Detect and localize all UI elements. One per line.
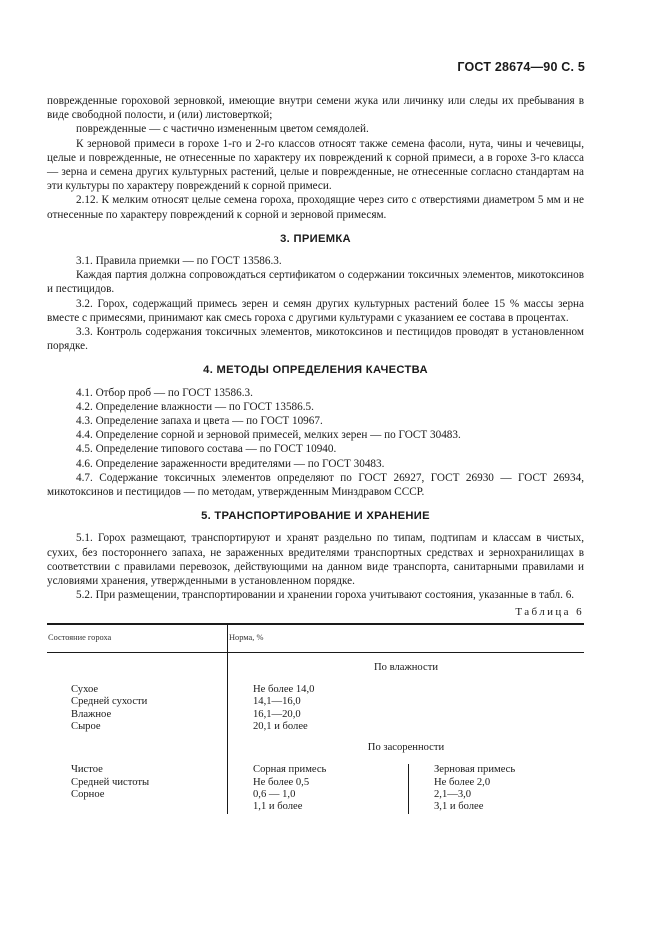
paragraph: К зерновой примеси в горохе 1-го и 2-го классов относят также семена фасоли, нута, чины и чечевицы, целые и поврежденные, не отнесенные по характеру их повреждений к сорной примеси, а в горохе 3-го класса — зерна и семена других культурных растений, целые и поврежденные, не отнесенные согласно стандартам на эти культуры по характеру повреждений к сорной примеси. [47, 137, 584, 193]
document-body [47, 94, 584, 814]
value-cell: Не более 14,0 [253, 684, 315, 695]
grain-header: Зерновая примесь [409, 764, 585, 776]
section-title-methods: 4. МЕТОДЫ ОПРЕДЕЛЕНИЯ КАЧЕСТВА [203, 364, 428, 377]
value-cell: Не более 2,0 [409, 777, 585, 789]
subheader-impurity: По засоренности [367, 742, 445, 754]
state-cell: Сухое [47, 684, 228, 696]
paragraph: 3.3. Контроль содержания токсичных элементов, микотоксинов и пестицидов проводят в установленном порядке. [47, 326, 584, 353]
column-header-state: Состояние гороха [47, 624, 228, 653]
paragraph: 4.4. Определение сорной и зерновой примесей, мелких зерен — по ГОСТ 30483. [76, 429, 461, 442]
table-row [47, 801, 584, 813]
table-row [47, 721, 584, 733]
table-caption: Таблица 6 [515, 605, 584, 618]
paragraph: 3.1. Правила приемки — по ГОСТ 13586.3. [76, 255, 282, 268]
subheader-moisture: По влажности [374, 661, 438, 673]
value-cell: 1,1 и более [253, 801, 303, 813]
value-cell: 20,1 и более [253, 720, 308, 732]
state-cell: Средней чистоты [47, 777, 228, 789]
value-cell: 3,1 и более [409, 801, 585, 813]
paragraph: 3.2. Горох, содержащий примесь зерен и семян других культурных растений более 15 % массы зерна вместе с примесями, принимают как смесь гороха с другими культурами с указанием ее состава в процентах. [47, 297, 584, 324]
paragraph: 5.1. Горох размещают, транспортируют и хранят раздельно по типам, подтипам и классам в чистых, сухих, без постороннего запаха, не зараженных вредителями транспортных средствах и зернохранилищах в соответствии с правилами перевозок, действующими на данном виде транспорта, санитарными правилами и условиями хранения, утвержденными в установленном порядке. [47, 532, 584, 588]
paragraph: 4.1. Отбор проб — по ГОСТ 13586.3. [76, 386, 253, 399]
paragraph: поврежденные гороховой зерновкой, имеющие внутри семени жука или личинку или следы их пребывания в виде свободной полости, и (или) листоверткой; [47, 95, 584, 122]
paragraph: поврежденные — с частично измененным цветом семядолей. [76, 123, 369, 136]
state-cell: Чистое [47, 764, 228, 776]
paragraph: 4.6. Определение зараженности вредителями — по ГОСТ 30483. [76, 457, 385, 470]
column-header-norm: Норма, % [228, 624, 585, 653]
state-cell: Сорное [47, 789, 228, 801]
paragraph: 4.2. Определение влажности — по ГОСТ 13586.5. [76, 400, 314, 413]
value-cell: 0,6 — 1,0 [253, 789, 296, 801]
value-cell: 14,1—16,0 [253, 696, 301, 708]
weed-header: Сорная примесь [253, 764, 327, 776]
state-cell: Средней сухости [47, 696, 228, 708]
page-header: ГОСТ 28674—90 С. 5 [457, 60, 585, 74]
value-cell: 16,1—20,0 [253, 708, 301, 720]
section-title-transport: 5. ТРАНСПОРТИРОВАНИЕ И ХРАНЕНИЕ [201, 510, 430, 523]
value-cell: 2,1—3,0 [409, 789, 585, 801]
value-cell: Не более 0,5 [253, 776, 310, 788]
table-6 [47, 623, 584, 814]
paragraph: 5.2. При размещении, транспортировании и хранении гороха учитывают состояния, указанные в табл. 6. [76, 589, 575, 602]
table-row [47, 709, 584, 721]
paragraph: 4.3. Определение запаха и цвета — по ГОСТ 10967. [76, 415, 323, 428]
table-row [47, 696, 584, 708]
state-cell: Влажное [47, 709, 228, 721]
paragraph: 2.12. К мелким относят целые семена гороха, проходящие через сито с отверстиями диаметром 5 мм и не отнесенные по характеру повреждений к сорной и зерновой примесям. [47, 194, 584, 221]
table-row [47, 777, 584, 789]
paragraph: Каждая партия должна сопровождаться сертификатом о содержании токсичных элементов, микотоксинов и пестицидов. [47, 269, 584, 296]
table-row [47, 684, 584, 696]
table-row [47, 789, 584, 801]
paragraph: 4.7. Содержание токсичных элементов определяют по ГОСТ 26927, ГОСТ 26930 — ГОСТ 26934, микотоксинов и пестицидов — по методам, утвержденным Минздравом СССР. [47, 471, 584, 499]
section-title-acceptance: 3. ПРИЕМКА [280, 232, 351, 245]
table-row [47, 764, 584, 776]
state-cell: Сырое [47, 721, 228, 733]
paragraph: 4.5. Определение типового состава — по ГОСТ 10940. [76, 443, 337, 456]
